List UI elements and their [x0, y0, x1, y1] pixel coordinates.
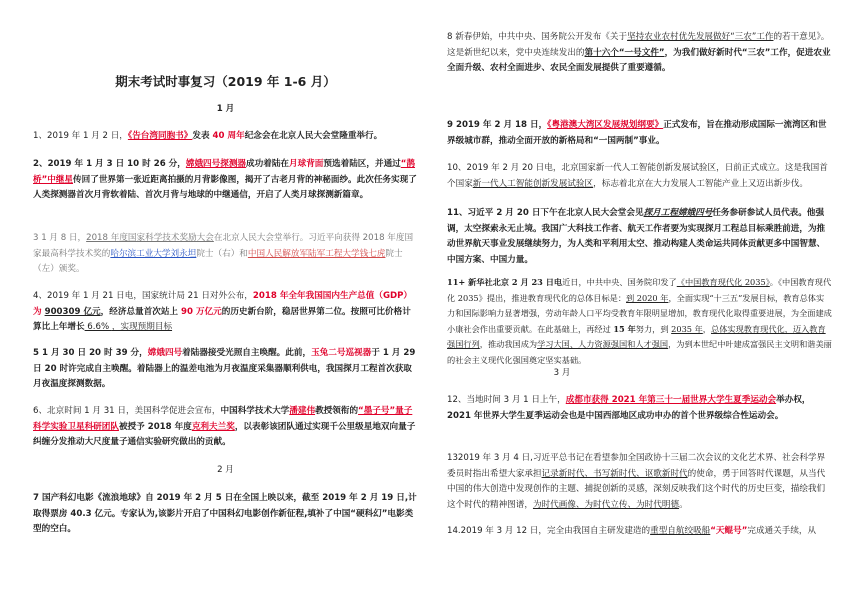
text: ，推动我国成为	[479, 339, 538, 349]
text: ，标志着北京在大力发展人工智能产业上又迈出新步伐。	[593, 178, 808, 189]
text: 传回了世界第一张近距离拍摄的月背影像图，揭开了古老月背的神秘面纱。此次任务实现了人类探测器首次月背软着陆、首次月背与地球的中继通信，开启了人类月球探测新篇章。	[33, 174, 417, 200]
text: 预选着陆区，并通过	[323, 159, 401, 169]
text: 成功着陆在	[246, 159, 290, 169]
text: 6、北京时间 1 月 31 日，美国科学促进会宣布，	[33, 406, 221, 416]
highlight: 克利夫兰奖	[191, 421, 235, 432]
underlined: 到 2020 年	[626, 292, 669, 303]
text: 在北京人民大会堂举行。习近平向获得 2018 年度国家最高科学技术奖的	[33, 233, 414, 259]
text: 举办权，2021 年世界大学生夏季运动会也是中国西部地区成功申办的首个世界级综合性运动会。	[447, 395, 811, 421]
text: 着陆器接受光照自主唤醒。此前，	[182, 348, 312, 358]
item-13	[447, 393, 832, 424]
text: 11+ 新华社北京 2 月 23 日电	[447, 277, 563, 287]
underlined: 记录新时代、书写新时代、讴歌新时代	[541, 468, 688, 479]
underlined: 6.6%	[84, 322, 112, 332]
item-7: 7 国产科幻电影《流浪地球》自 2019 年 2 月 5 日在全国上映以来，截至 2019 年 2 月 19 日,计取得票房 40.3 亿元。专家认为,该影片开启了中国科幻电影创作新征程,填补了中国“硬科幻”电影类型的空白。	[33, 493, 417, 534]
text: 5 1 月 30 日 20 时 39 分，	[33, 348, 148, 358]
highlight: 《告台湾同胞书》	[127, 131, 193, 141]
item-11	[447, 206, 832, 268]
text: 3 1 月 8 日，	[33, 233, 87, 243]
underlined: 2035 年	[671, 323, 703, 334]
text: 15 年	[613, 323, 636, 334]
item-9	[447, 118, 832, 149]
text: ，为我们做好新时代“三农”工作，促进农业全面升级、农村全面进步、农民全面发展提供了重要遵循。	[447, 47, 831, 73]
page-title: 期末考试时事复习（2019 年 1-6 月）	[115, 74, 336, 89]
month-heading-1: 1 月	[216, 104, 235, 114]
text: 。	[679, 499, 688, 510]
item-12	[447, 275, 832, 368]
text: 12、当地时间 3 月 1 日上午，	[447, 395, 566, 405]
text: 被授予 2018 年度	[118, 421, 192, 432]
text: ，全面实现“十三五”发展目标，教育总体实力和国际影响力显著增强，劳动年龄人口平均受教育年限明显增加，教育现代化取得重要进展，为全面建成小康社会作出重要贡献。在此基础上，再经过	[447, 292, 832, 334]
underlined: 重型自航绞吸船	[650, 526, 711, 536]
underlined: 坚持农业农村优先发展做好“三农”工作	[627, 32, 774, 42]
text: 2、2019 年 1 月 3 日 10 时 26 分，	[33, 159, 186, 169]
text: ，	[702, 323, 711, 334]
underlined: 第十六个“一号文件”	[584, 47, 665, 58]
highlight: 潘建伟	[289, 406, 316, 416]
underlined: 新一代人工智能创新发展试验区	[472, 178, 594, 189]
highlight: 嫦娥四号探测器	[185, 159, 247, 169]
underlined: 哈尔滨工业大学刘永坦	[110, 248, 197, 259]
text: 1、2019 年 1 月 2 日，	[33, 131, 128, 141]
item-15	[447, 524, 832, 540]
text: 10、2019 年 2 月 20 日电，北京国家新一代人工智能创新发展试验区，日前正式成立。这是我国首个国家	[447, 163, 828, 189]
item-5	[33, 346, 418, 393]
text: 。《中国教育现代化 2035》提出，推进教育现代化的总体目标是：	[447, 277, 832, 303]
text: 纪念会在北京人民大会堂隆重举行。	[244, 131, 383, 141]
highlight: 成都市获得 2021 年第三十一届世界大学生夏季运动会	[565, 395, 777, 405]
text: 的历史新台阶，稳居世界第二位。按照可比价格计算比上年增长	[33, 306, 411, 332]
text: 132019 年 3 月 4 日,习近平总书记在看望参加全国政协十三届二次会议的文化艺术界、社会科学界委员时指出希望大家承担	[447, 453, 826, 479]
item-6	[33, 404, 418, 451]
month-heading-3: 3 月	[553, 368, 571, 378]
text: 正式发布，旨在推动形成国际一流湾区和世界级城市群，推动全面开放的新格局和“一国两制”事业。	[447, 120, 827, 146]
text: 的若干意见》。这是新世纪以来，党中央连续发出的	[447, 32, 830, 58]
underlined: 为时代画像、为时代立传、为时代明德	[532, 499, 680, 510]
text: 发表	[192, 131, 213, 141]
text: 教授领衔的	[315, 406, 359, 416]
item-4	[33, 289, 418, 336]
text: ，经济总量首次站上	[100, 306, 181, 317]
text: 任务参研参试人员代表。他强调，太空探索永无止境。我国广大科技工作者、航天工作者要为实现探月工程总目标乘胜前进，为推动世界航天事业发展继续努力，为人类和平利用太空、推动构建人类命运共同体贡献更多中国智慧、中国方案、中国力量。	[447, 208, 826, 265]
highlight: 月球背面	[289, 159, 324, 169]
underlined: ，实现预期目标	[111, 322, 173, 332]
underlined: 2018 年度国家科学技术奖励大会	[86, 233, 214, 243]
item-3	[33, 231, 418, 278]
highlight: 40 周年	[212, 131, 245, 141]
text: 8 新春伊始，中共中央、国务院公开发布《关于	[447, 32, 628, 42]
text: 近日，中共中央、国务院印发了	[562, 277, 677, 287]
highlight: 《粤港澳大湾区发展规划纲要》	[547, 120, 664, 130]
item-8	[447, 30, 832, 77]
text: ，以表彰该团队通过实现千公里级星地双向量子纠缠分发推动大尺度量子通信实验研究做出的贡献。	[33, 421, 416, 447]
underlined: 《中国教育现代化 2035》	[676, 277, 770, 287]
month-heading-2: 2 月	[217, 465, 234, 475]
text: 9 2019 年 2 月 18 日，	[447, 120, 548, 130]
underlined: 探月工程嫦娥四号	[643, 208, 713, 218]
text: 14.2019 年 3 月 12 日，完全由我国自主研发建造的	[447, 526, 651, 536]
highlight: “鹊桥”中继星	[33, 159, 416, 185]
underlined: 900309 亿元	[44, 306, 101, 317]
text: 院士（左）颁奖。	[33, 248, 403, 274]
text: 中国科学技术大学	[220, 406, 290, 416]
text: 11、习近平 2 月 20 日下午在北京人民大会堂会见	[447, 208, 644, 218]
text: 的使命，勇于回答时代课题，从当代中国的伟大创造中发现创作的主题、捕捉创新的灵感，深刻反映我们这个时代的历史巨变，描绘我们这个时代的精神图谱，	[447, 468, 826, 510]
underlined: 学习大国、人力资源强国和人才强国	[537, 339, 669, 349]
highlight: “墨子号”量子科学实验卫星科研团队	[33, 406, 413, 432]
text: 4、2019 年 1 月 21 日电，国家统计局 21 日对外公布，	[33, 291, 253, 301]
highlight: 玉兔二号巡视器	[311, 348, 372, 358]
highlight: “天鲲号”	[710, 526, 748, 536]
item-10	[447, 161, 832, 192]
text: 于 1 月 29 日 20 时许完成自主唤醒。着陆器上的温差电池为月夜温度采集器顺利供电，我国探月工程首次获取月夜温度探测数据。	[33, 348, 416, 389]
highlight: 90 万亿元	[181, 306, 222, 317]
highlight: 嫦娥四号	[147, 348, 183, 358]
highlight: 2018 年全年我国国内生产总值（GDP）为	[33, 291, 413, 317]
item-2	[33, 157, 418, 204]
text: 努力，到	[635, 323, 672, 334]
item-1	[33, 129, 418, 145]
text: ，为到本世纪中叶建成富强民主文明和谐美丽的社会主义现代化强国奠定坚实基础。	[447, 339, 832, 365]
item-14	[447, 451, 832, 513]
text: 院士（右）和	[196, 248, 248, 259]
underlined: 总体实现教育现代化，迈入教育强国行列	[447, 323, 826, 349]
underlined: 中国人民解放军陆军工程大学钱七虎	[247, 248, 386, 259]
text: 完成通关手续，从	[747, 526, 817, 536]
